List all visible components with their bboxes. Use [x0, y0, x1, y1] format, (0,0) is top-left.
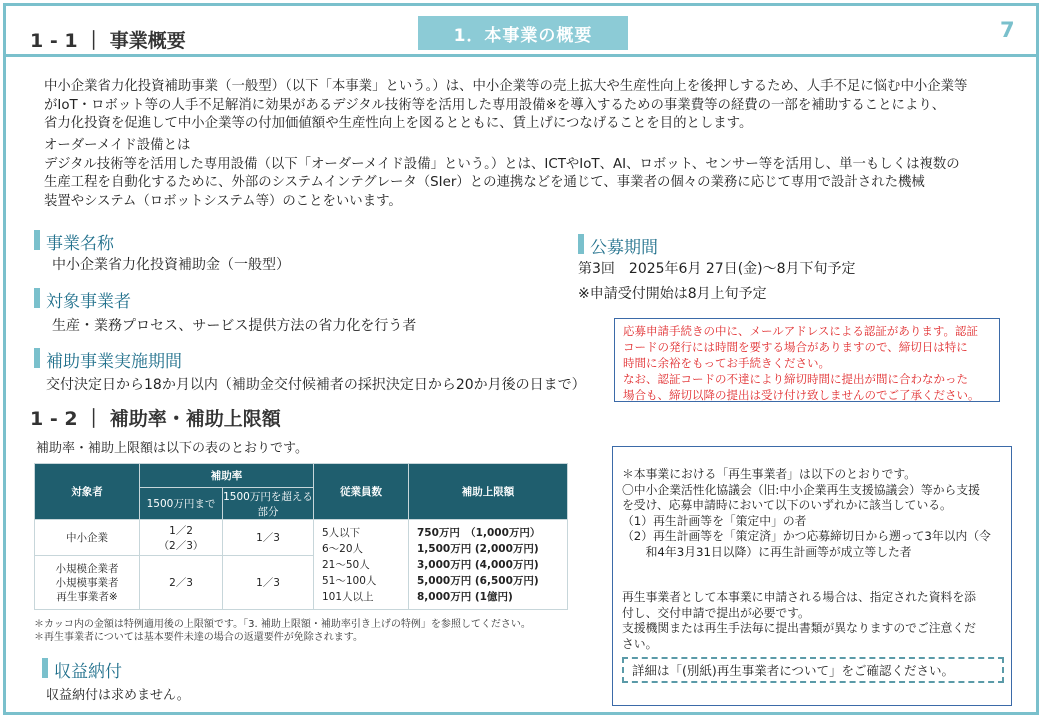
rehab-line: さい。 [622, 636, 658, 651]
chapter-tab: 1．本事業の概要 [418, 16, 628, 50]
row2-rate-a: 2／3 [140, 556, 223, 610]
rehab-line: 付し、交付申請で提出が必要です。 [622, 605, 810, 620]
limits-cell [409, 520, 568, 610]
custom-equipment-line: デジタル技術等を活用した専用設備（以下「オーダーメイド設備」という。）とは、ICTやIoT、AI、ロボット、センサー等を活用し、単一もしくは複数の [44, 156, 960, 172]
rehab-line: 〇中小企業活性化協議会（旧:中小企業再生支援協議会）等から支援 [622, 482, 980, 497]
header-employees: 従業員数 [314, 464, 409, 520]
rehab-line: 支援機関または再生手法毎に提出書類が異なりますのでご注意くだ [622, 621, 976, 635]
rehab-line: （2）再生計画等を「策定済」かつ応募締切日から遡って3年以内（令 [622, 529, 991, 543]
page-number: 7 [1000, 18, 1015, 42]
table-note: ＊再生事業者については基本要件未達の場合の返還要件が免除されます。 [34, 632, 363, 643]
row2-target-line: 再生事業者※ [56, 590, 118, 603]
rehab-line: を受け、応募申請時において以下のいずれかに該当している。 [622, 498, 952, 512]
table-note: ＊カッコ内の金額は特例適用後の上限額です。「3. 補助上限額・補助率引き上げの特例」を参照してください。 [34, 619, 531, 630]
employees-item: 21～50人 [322, 558, 370, 571]
row2-target-line: 小規模事業者 [55, 576, 119, 589]
row1-rate-a-special: （2／3） [158, 539, 204, 552]
warning-line: 応募申請手続きの中に、メールアドレスによる認証があります。認証 [623, 324, 979, 338]
period-value: 交付決定日から18か月以内（補助金交付候補者の採択決定日から20か月後の日まで） [46, 377, 586, 393]
row1-target: 中小企業 [35, 520, 140, 556]
row1-rate-a-value: 1／2 [169, 524, 193, 537]
intro-paragraph [44, 78, 967, 134]
intro-line: がIoT・ロボット等の人手不足解消に効果があるデジタル技術等を活用した専用設備※を導入するための事業費等の経費の一部を補助することにより、 [44, 97, 946, 113]
target-value: 生産・業務プロセス、サービス提供方法の省力化を行う者 [52, 318, 417, 334]
header-divider [6, 54, 1036, 57]
recruit-note: ※申請受付開始は8月上旬予定 [578, 286, 767, 302]
section2-intro: 補助率・補助上限額は以下の表のとおりです。 [36, 441, 308, 456]
limit-item: 750万円 （1,000万円） [417, 526, 541, 539]
subsidy-rate-table [34, 463, 568, 610]
warning-line: なお、認証コードの不達により締切時間に提出が間に合わなかった [623, 372, 968, 386]
recruit-period: 第3回 2025年6月 27日(金)～8月下旬予定 [578, 261, 856, 277]
employees-cell [314, 520, 409, 610]
warning-line: 場合も、締切以降の提出は受け付け致しませんのでご了承ください。 [623, 388, 980, 402]
employees-item: 5人以下 [322, 526, 361, 539]
row2-rate-b: 1／3 [223, 556, 314, 610]
custom-equipment-line: 装置やシステム（ロボットシステム等）のことをいいます。 [44, 193, 402, 209]
limit-item: 1,500万円 (2,000万円) [417, 542, 539, 555]
custom-equipment-block [44, 137, 960, 211]
custom-equipment-line: 生産工程を自動化するために、外部のシステムインテグレータ（SIer）との連携などを通じて、事業者の個々の業務に応じて専用で設計された機械 [44, 175, 925, 191]
warning-line: 時間に余裕をもってお手続きください。 [623, 356, 830, 370]
header-target: 対象者 [35, 464, 140, 520]
recruit-label: 公募期間 [578, 233, 658, 258]
header-rate-a: 1500万円まで [140, 488, 223, 520]
custom-equipment-title: オーダーメイド設備とは [44, 138, 191, 153]
header-rate-b: 1500万円を超える部分 [223, 488, 314, 520]
header-limit: 補助上限額 [409, 464, 568, 520]
warning-box [614, 318, 1000, 402]
employees-item: 51～100人 [322, 574, 377, 587]
limit-item: 3,000万円 (4,000万円) [417, 558, 539, 571]
rehab-text-bottom [622, 590, 976, 652]
rehab-line: 再生事業者として本事業に申請される場合は、指定された資料を添 [622, 590, 976, 604]
project-name-value: 中小企業省力化投資補助金（一般型） [52, 257, 290, 273]
limit-item: 5,000万円 (6,500万円) [417, 574, 539, 587]
row2-target-line: 小規模企業者 [55, 562, 119, 575]
period-label: 補助事業実施期間 [34, 347, 182, 372]
warning-line: コードの発行には時間を要する場合がありますので、締切日は特に [623, 340, 968, 354]
section2-title: 1 - 2 ｜ 補助率・補助上限額 [30, 408, 281, 430]
section-title: 1 - 1 ｜ 事業概要 [30, 30, 186, 52]
rehab-line: ＊本事業における「再生事業者」は以下のとおりです。 [622, 467, 916, 481]
detail-callout: 詳細は「(別紙)再生事業者について」をご確認ください。 [622, 657, 1004, 683]
intro-line: 中小企業省力化投資補助事業（一般型）（以下「本事業」という。）は、中小企業等の売上拡大や生産性向上を後押しするため、人手不足に悩む中小企業等 [44, 79, 968, 94]
header-rate: 補助率 [140, 464, 314, 488]
employees-item: 101人以上 [322, 590, 374, 603]
revenue-label: 収益納付 [42, 657, 122, 682]
row1-rate-b: 1／3 [223, 520, 314, 556]
limit-item: 8,000万円 (1億円) [417, 590, 513, 603]
revenue-value: 収益納付は求めません。 [46, 688, 190, 703]
rehab-text-top [622, 467, 991, 560]
employees-item: 6～20人 [322, 542, 364, 555]
project-name-label: 事業名称 [34, 229, 114, 254]
row2-target [35, 556, 140, 610]
row1-rate-a [140, 520, 223, 556]
target-label: 対象事業者 [34, 287, 131, 312]
rehab-line: 和4年3月31日以降）に再生計画等が成立等した者 [622, 544, 912, 559]
rehab-line: （1）再生計画等を「策定中」の者 [622, 513, 807, 528]
intro-line: 省力化投資を促進して中小企業等の付加価値額や生産性向上を図るとともに、賃上げにつなげることを目的とします。 [44, 116, 753, 132]
